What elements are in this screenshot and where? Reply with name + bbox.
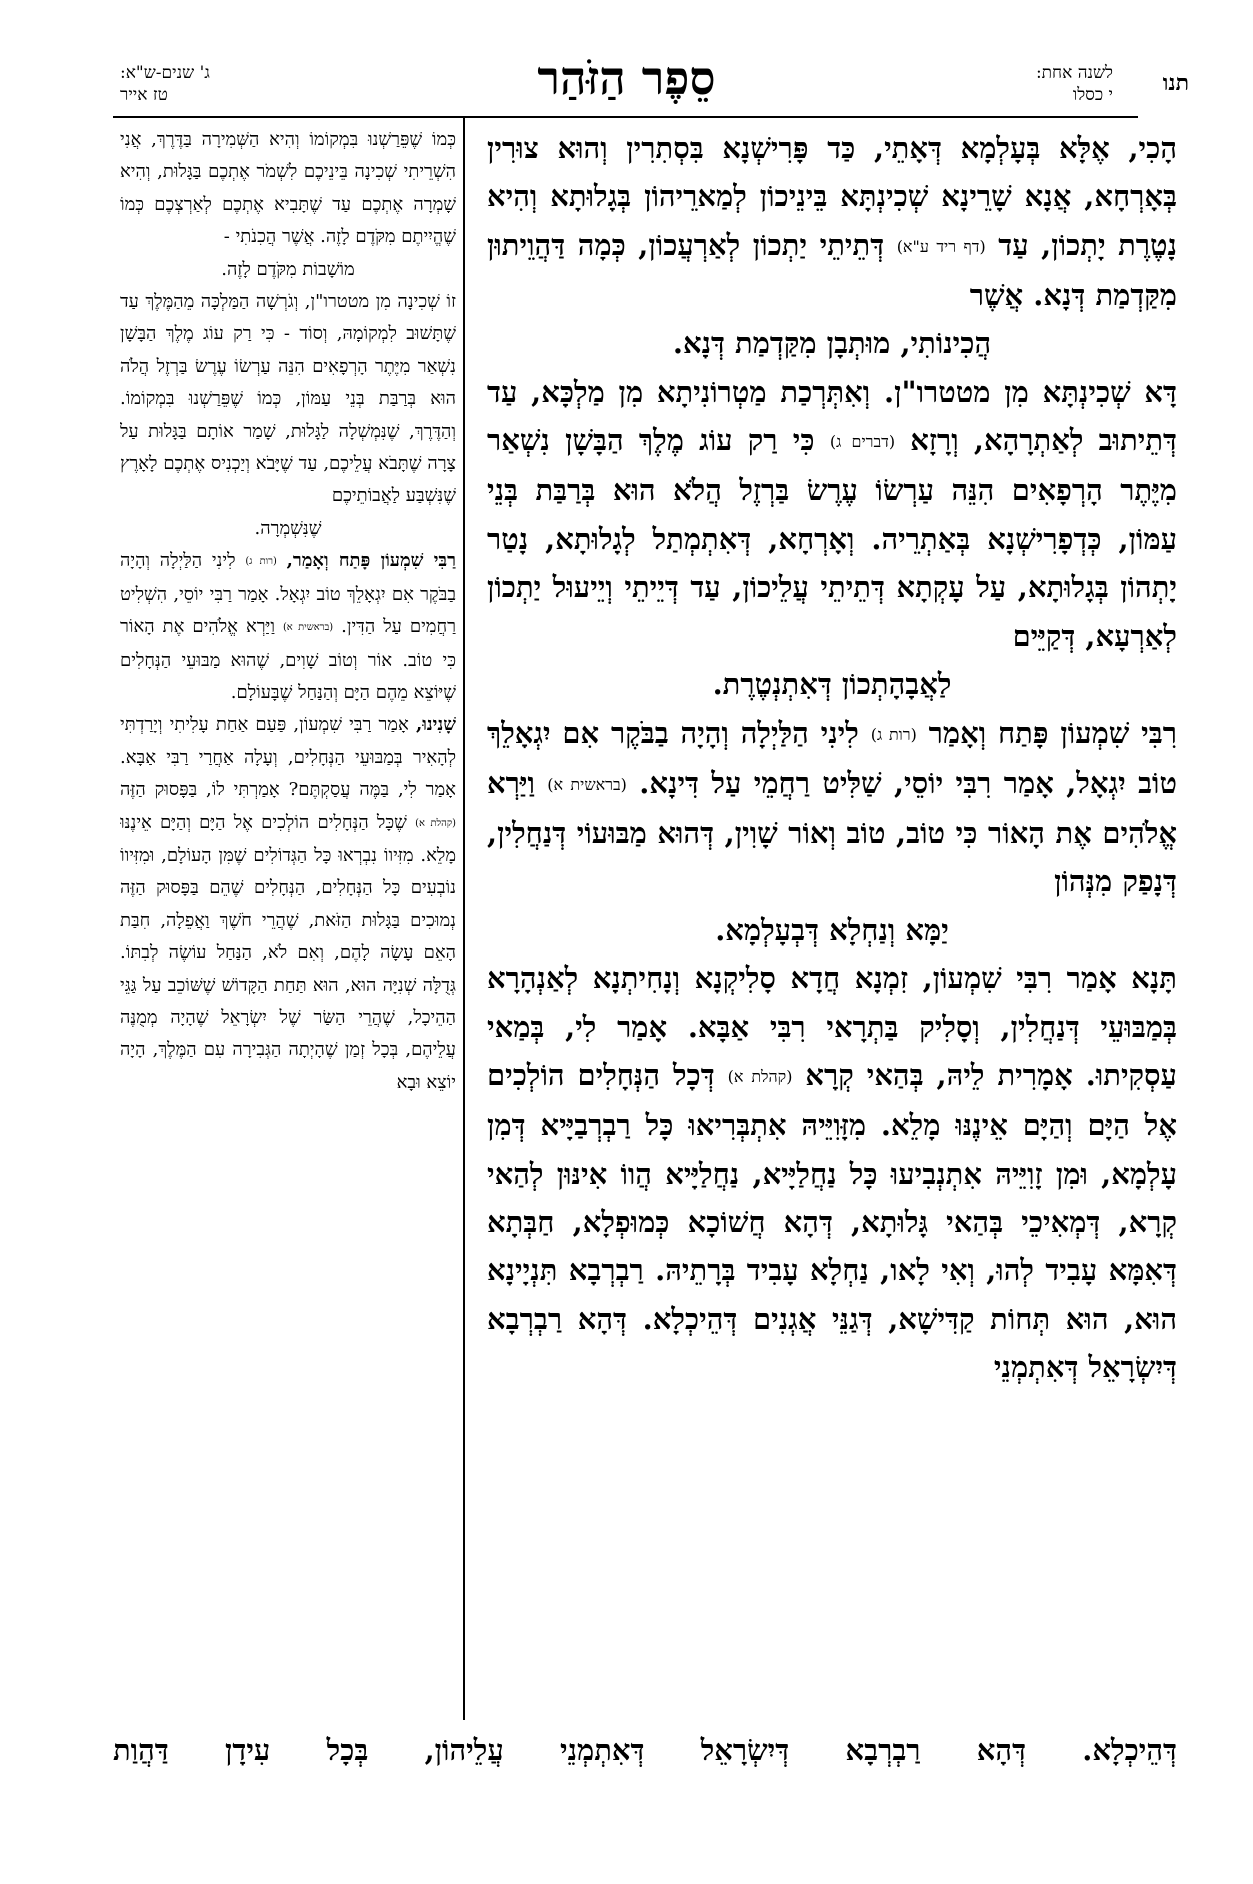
translation-paragraph-4 [120,709,456,1099]
verse-reference: (בראשית א) [282,622,334,634]
book-title: סֵפֶר הַזֹּהַר [537,51,716,105]
aramaic-text: כִּי רַק עוֹג מֶלֶךְ הַבָּשָׁן נִשְׁאַר מִיֶּתֶר הָרְפָאִים הִנֵּה עַרְשׂוֹ עֶרֶשׂ בַּרְזֶל הֲלֹא הוּא בְּרַבַּת בְּנֵי עַמּוֹן, כְּדְפָרִישְׁנָא בְּאַתְרֵיה. וְאָרְחָא, דְּאִתְמְתַל לְגָלוּתָא, נָטַר יָתְהוֹן בְּגָלוּתָא, עַל עָקְתָא דְּתֵיתֵי עֲלֵיכוֹן, עַד דְּיֵיתֵי וְיֵיעוּל יַתְכוֹן לְאַרְעָא, דְּקַיֵּים [487,423,1177,653]
column-divider [463,118,465,1720]
aramaic-text: דָּא שְׁכִינְתָּא מִן מטטרו"ן. וְאִתְּרְכַת מַטְרוֹנִיתָא מִן מַלְכָּא, עַד דְּתֵיתוּב לְאַתְרָהָא, וְרָזָא [487,374,1177,458]
aramaic-text: רִבִּי שִׁמְעוֹן פָּתַח וְאָמַר [928,715,1177,750]
translation-paragraph-1 [120,124,456,254]
aramaic-text: וַיַּרְא אֱלֹהִים אֶת הָאוֹר כִּי טוֹב, טוֹב וְאוֹר שָׁוִין, דְּהוּא מַבּוּעוֹי דְּנַחֲלִין, דְּנָפַק מִנְּהוֹן [487,765,1177,899]
aramaic-text: תָּנָא אָמַר רִבִּי שִׁמְעוֹן, זִמְנָא חֲדָא סָלִיקְנָא וְנָחִיתְנָא לְאַנְהָרָא בְּמַבּוּעֵי דְּנַחֲלִין, וְסָלִיק בַּתְרָאי רִבִּי אַבָּא. אָמַר לִי, בְּמַאי עַסְקִיתוּ. אָמָרִית לֵיהּ, בְּהַאי קְרָא [487,961,1177,1092]
schedule-label-three-year: ג' שנים-ש"א: [120,63,210,83]
schedule-date-three-year: טז אייר [120,85,168,105]
schedule-label-one-year: לשנה אחת: [1035,63,1113,83]
study-schedule-three-year [120,62,320,106]
translation-lead: שָׁנִינוּ, [415,714,456,736]
translation-text: לִינִי הַלַּיְלָה וְהָיָה בַבֹּקֶר אִם יִגְאָלֵךְ טוֹב יִגְאָל. אָמַר רַבִּי יוֹסֵי, הִשְׁלִיט רַחֲמִים עַל הַדִּין. [120,550,456,638]
verse-reference: (קהלת א) [415,817,456,829]
aramaic-paragraph-1 [487,124,1177,319]
verse-reference: (רות ג) [870,724,917,744]
aramaic-text: לִינִי הַלַּיְלָה וְהָיָה בַבֹּקֶר אִם יִגְאָלֵךְ טוֹב יִגְאָל, אָמַר רִבִּי יוֹסֵי, שַׁלִּיט רַחֲמֵי עַל דִּינָא. [487,715,1177,800]
translation-text: וַיַּרְא אֱלֹהִים אֶת הָאוֹר כִּי טוֹב. אוֹר וְטוֹב שָׁוִים, שֶׁהוּא מַבּוּעֵי הַנְּחָלִים שֶׁיּוֹצֵא מֵהֶם הַיָּם וְהַנַּחַל שֶׁבָּעוֹלָם. [120,616,456,703]
verse-reference: (בראשית א) [547,774,627,794]
translation-text: זוֹ שְׁכִינָה מִן מטטרו"ן, וְגֹרְשָׁה הַמַּלְכָּה מֵהַמֶּלֶךְ עַד שֶׁתָּשׁוּב לִמְקוֹמָהּ, וְסוֹד - כִּי רַק עוֹג מֶלֶךְ הַבָּשָׁן נִשְׁאַר מִיֶּתֶר הָרְפָאִים הִנֵּה עַרְשׂוֹ עֶרֶשׂ בַּרְזֶל הֲלֹה הוּא בְּרַבַּת בְּנֵי עַמּוֹן, כְּמוֹ שֶׁפֵּרַשְׁנוּ בִּמְקוֹמוֹ. וְהַדֶּרֶךְ, שֶׁנִּמְשְׁלָה לַגָּלוּת, שָׁמַר אוֹתָם בַּגָּלוּת עַל צָרָה שֶׁתָּבֹא עֲלֵיכֶם, עַד שֶׁיָּבֹא וְיַכְנִיס אֶתְכֶם לָאָרֶץ שֶׁנִּשְׁבַּע לַאֲבוֹתֵיכֶם [120,291,456,507]
aramaic-paragraph-2-end: לַאֲבָהָתְכוֹן דְּאִתְנְטֶרֶת. [712,667,952,702]
header-rule [113,116,1138,118]
translation-paragraph-1-end: מוֹשָׁבוֹת מִקֹּדֶם לָזֶה. [221,258,355,280]
aramaic-text: דְּכָל הַנְּחָלִים הוֹלְכִים אֶל הַיָּם וְהַיָּם אֵינֶנּוּ מָלֵא. מִזָּוִיֵּיהּ אִתְבְּרִיאוּ כָּל רַבְרְבַיָּיא דְּמִן עָלְמָא, וּמִן זָוִיֵּיהּ אִתְנְבִיעוּ כָּל נַחֲלַיָּיא, נַחֲלַיָּיא הֲווֹ אִינּוּן לְהַאי קְרָא, דְּמְאִיכֵי בְּהַאי גָּלוּתָא, דְּהָא חֲשׁוֹכָא כְּמוּפְלָא, חַבְּתָא דְּאִמָּא עָבִיד לְהוּ, וְאִי לָאו, נַחְלָא עָבִיד בְּרָתֵיהּ. רַבְרְבָא תִּנְיָינָא הוּא, הוּא תְּחוֹת קַדִּישָׁא, דְּגַנֵּי אֲגְנִים דְּהֵיכְלָא. דְּהָא רַבְרְבָא דְּיִשְׂרָאֵל דְּאִתְמְנֵי [487,1057,1177,1385]
page-number: תנו [1162,70,1189,96]
verse-reference: (רות ג) [245,556,277,568]
translation-paragraph-3 [120,545,456,709]
page-reference: (דף ריד ע"א) [896,236,986,256]
aramaic-paragraph-4 [487,954,1177,1391]
bottom-catchline: דְּהֵיכְלָא. דְּהָא רַבְרְבָא דְּיִשְׂרָאֵל דְּאִתְמְנֵי עֲלֵיהוֹן, בְּכָל עִידָן דַּהֲוַת [113,1733,1177,1767]
translation-text: שֶׁכָּל הַנְּחָלִים הוֹלְכִים אֶל הַיָּם וְהַיָּם אֵינֶנּוּ מָלֵא. מִזִּיווֹ נִבְרְאוּ כָּל הַגְּדוֹלִים שֶׁמִּן הָעוֹלָם, וּמִזִּיווֹ נוֹבְעִים כָּל הַנְּחָלִים, הַנְּחָלִים שֶׁהֵם בַּפָּסוּק הַזֶּה נְמוּכִים בַּגָּלוּת הַזֹּאת, שֶׁהֲרֵי חֹשֶׁךְ וַאֲפֵלָה, חִבַּת הָאֵם עָשָׂה לָהֶם, וְאִם לֹא, הַנַּחַל עוֹשֶׂה לְבִתּוֹ. גְּדֻלָּה שְׁנִיָּה הוּא, הוּא תַּחַת הַקָּדוֹשׁ שֶׁשּׁוֹכֵב עַל גַּגֵּי הַהֵיכָל, שֶׁהֲרֵי הַשַּׂר שֶׁל יִשְׂרָאֵל שֶׁהָיָה מְמֻנֶּה עֲלֵיהֶם, בְּכָל זְמַן שֶׁהָיְתָה הַגְּבִירָה עִם הַמֶּלֶךְ, הָיָה יוֹצֵא וּבָא [120,811,456,1093]
aramaic-paragraph-3 [487,709,1177,906]
verse-reference: (קהלת א) [727,1066,793,1086]
aramaic-paragraph-2 [487,368,1177,660]
aramaic-paragraph-1-end: הֲכִינוֹתִי, מוּתְבָן מִקַּדְמַת דְּנָא. [672,326,992,361]
translation-text: אָמַר רַבִּי שִׁמְעוֹן, פַּעַם אַחַת עָלִיתִי וְיָרַדְתִּי לְהָאִיר בְּמַבּוּעֵי הַנְּחָלִים, וְעָלָה אַחֲרַי רַבִּי אַבָּא. אָמַר לִי, בַּמֶּה עֲסַקְתֶּם? אָמַרְתִּי לוֹ, בַּפָּסוּק הַזֶּה [120,714,456,801]
hebrew-translation-column [120,124,456,1724]
schedule-date-one-year: י כסלו [1072,85,1113,105]
aramaic-text: הָכִי, אֶלָּא בְּעָלְמָא דְּאָתֵי, כַּד פָּרִישְׁנָא בִּסְתִרִין וְהוּא צוּרִין בְּאָרְחָא, אֲנָא שָׁרֵינָא שְׁכִינְתָּא בֵּינֵיכוֹן לְמַארֵיהוֹן בְּגָלוּתָא וְהִיא נָטֶרֶת יָתְכוֹן, עַד [487,131,1177,262]
verse-reference: (דברים ג) [829,432,896,452]
translation-paragraph-2 [120,286,456,513]
aramaic-paragraph-3-end: יַמָּא וְנַחְלָא דְּבְעָלְמָא. [715,912,949,947]
aramaic-text: דְּתֵיתֵי יַתְכוֹן לְאַרְעֲכוֹן, כְּמָה דַּהֲוֵיתוּן מִקַּדְמַת דְּנָא. אֲשֶׁר [487,227,1177,313]
aramaic-text-column [487,124,1177,1724]
translation-lead: רַבִּי שִׁמְעוֹן פָּתַח וְאָמַר, [286,550,456,572]
translation-paragraph-2-end: שֶׁנִּשְׁמְרָה. [254,517,322,539]
translation-text: כְּמוֹ שֶׁפֵּרַשְׁנוּ בִּמְקוֹמוֹ וְהִיא הַשְּׁמִירָה בַּדֶּרֶךְ, אֲנִי הִשְׁרֵיתִי שְׁכִינָה בֵּינֵיכֶם לִשְׁמֹר אֶתְכֶם בַּגָּלוּת, וְהִיא שָׁמְרָה אֶתְכֶם עַד שֶׁתָּבִיא אֶתְכֶם לְאַרְצְכֶם כְּמוֹ שֶׁהֱיִיתֶם מִקֹּדֶם לָזֶה. אֲשֶׁר הֲכִנֹתִי - [120,129,456,248]
